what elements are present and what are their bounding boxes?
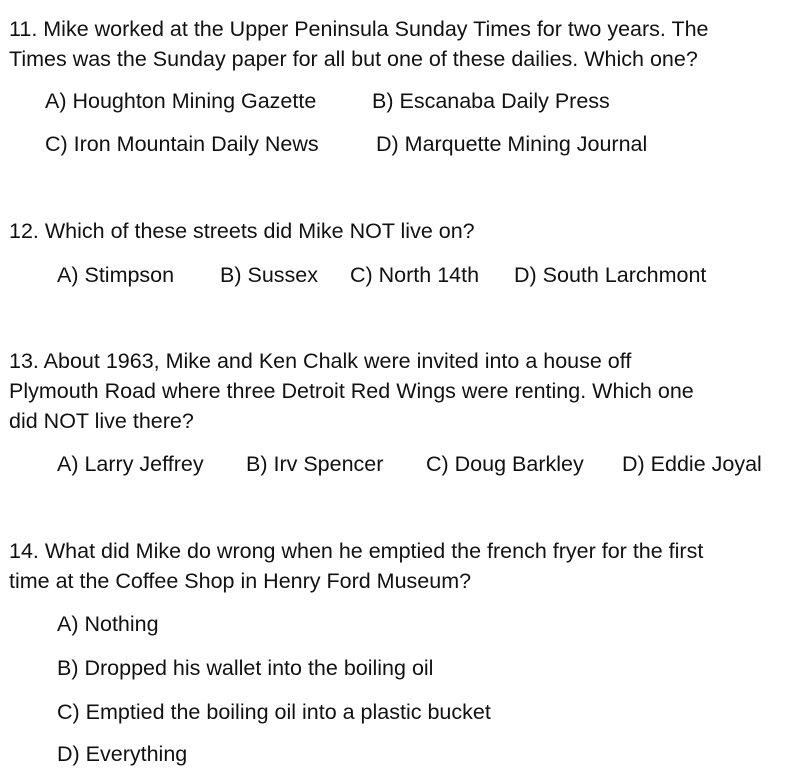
question-text-line: 13. About 1963, Mike and Ken Chalk were invited into a house off xyxy=(9,349,632,373)
question-11-text xyxy=(9,14,709,74)
question-14-option-d: D) Everything xyxy=(57,742,188,766)
question-12-text xyxy=(9,216,475,246)
question-13-text xyxy=(9,346,694,436)
question-14-option-c: C) Emptied the boiling oil into a plastic bucket xyxy=(57,700,491,724)
question-11-option-a: A) Houghton Mining Gazette xyxy=(45,89,317,113)
question-11-option-c: C) Iron Mountain Daily News xyxy=(45,132,319,156)
question-text-line: time at the Coffee Shop in Henry Ford Museum? xyxy=(9,569,472,593)
question-13-option-d: D) Eddie Joyal xyxy=(622,452,762,476)
question-text-line: did NOT live there? xyxy=(9,409,194,433)
question-text-line: 12. Which of these streets did Mike NOT live on? xyxy=(9,219,475,243)
question-12-option-d: D) South Larchmont xyxy=(514,263,707,287)
question-text-line: 14. What did Mike do wrong when he emptied the french fryer for the first xyxy=(9,539,704,563)
question-14-option-a: A) Nothing xyxy=(57,612,159,636)
question-11-option-b: B) Escanaba Daily Press xyxy=(372,89,610,113)
question-13-option-c: C) Doug Barkley xyxy=(426,452,584,476)
question-13-option-b: B) Irv Spencer xyxy=(246,452,384,476)
question-14-option-b: B) Dropped his wallet into the boiling oil xyxy=(57,656,434,680)
question-text-line: 11. Mike worked at the Upper Peninsula Sunday Times for two years. The xyxy=(9,17,709,41)
question-11-option-d: D) Marquette Mining Journal xyxy=(376,132,648,156)
question-12-option-b: B) Sussex xyxy=(220,263,318,287)
question-text-line: Plymouth Road where three Detroit Red Wings were renting. Which one xyxy=(9,379,694,403)
question-14-text xyxy=(9,536,703,596)
question-12-option-c: C) North 14th xyxy=(350,263,480,287)
question-text-line: Times was the Sunday paper for all but one of these dailies. Which one? xyxy=(9,47,698,71)
question-12-option-a: A) Stimpson xyxy=(57,263,175,287)
question-13-option-a: A) Larry Jeffrey xyxy=(57,452,204,476)
